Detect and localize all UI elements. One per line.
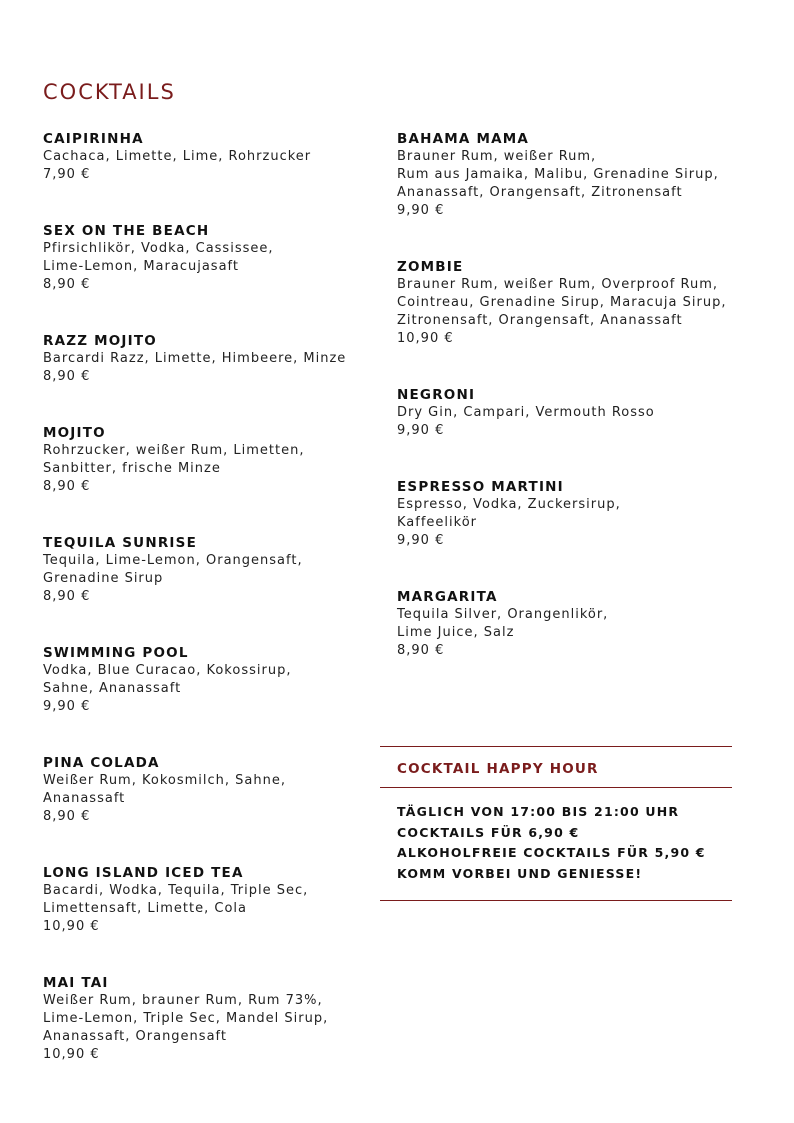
menu-item-price: 8,90 € [43, 277, 91, 292]
menu-item-ingredients: Ananassaft, Orangensaft, Zitronensaft [397, 185, 683, 200]
menu-item-price: 9,90 € [397, 203, 445, 218]
menu-item-ingredients: Lime-Lemon, Maracujasaft [43, 259, 239, 274]
menu-item-ingredients: Espresso, Vodka, Zuckersirup, [397, 497, 621, 512]
menu-item-ingredients: Tequila Silver, Orangenlikör, [397, 607, 609, 622]
menu-item-ingredients: Lime Juice, Salz [397, 625, 515, 640]
menu-item [43, 534, 373, 606]
menu-item-ingredients: Cointreau, Grenadine Sirup, Maracuja Sirup, [397, 295, 727, 310]
menu-item-name: MOJITO [43, 425, 106, 441]
happy-hour-body [380, 788, 732, 900]
menu-item [397, 588, 757, 660]
menu-item [43, 974, 373, 1064]
menu-item [397, 478, 757, 550]
menu-item-price: 8,90 € [43, 809, 91, 824]
menu-item [43, 222, 373, 294]
menu-item-price: 10,90 € [43, 919, 100, 934]
menu-item-ingredients: Zitronensaft, Orangensaft, Ananassaft [397, 313, 683, 328]
menu-item-price: 9,90 € [397, 533, 445, 548]
menu-item-price: 8,90 € [397, 643, 445, 658]
menu-item-price: 9,90 € [43, 699, 91, 714]
happy-hour-line: TÄGLICH VON 17:00 BIS 21:00 UHR [397, 804, 680, 819]
page-title: COCKTAILS [43, 80, 176, 104]
menu-item-name: PINA COLADA [43, 755, 160, 771]
menu-item-ingredients: Barcardi Razz, Limette, Himbeere, Minze [43, 351, 347, 366]
menu-item-price: 10,90 € [397, 331, 454, 346]
menu-item-ingredients: Kaffeelikör [397, 515, 477, 530]
menu-item-ingredients: Rum aus Jamaika, Malibu, Grenadine Sirup, [397, 167, 719, 182]
menu-item-name: SWIMMING POOL [43, 645, 189, 661]
menu-item-price: 8,90 € [43, 589, 91, 604]
menu-item-ingredients: Grenadine Sirup [43, 571, 164, 586]
menu-item-ingredients: Sanbitter, frische Minze [43, 461, 221, 476]
menu-item-name: ESPRESSO MARTINI [397, 479, 564, 495]
menu-item-ingredients: Ananassaft, Orangensaft [43, 1029, 227, 1044]
menu-item-name: SEX ON THE BEACH [43, 223, 210, 239]
menu-item-price: 8,90 € [43, 479, 91, 494]
menu-item-name: CAIPIRINHA [43, 131, 144, 147]
left-menu-column [43, 130, 373, 1064]
menu-item [43, 130, 373, 184]
menu-item [397, 130, 757, 220]
happy-hour-line: COCKTAILS FÜR 6,90 € [397, 824, 580, 840]
menu-item-name: ZOMBIE [397, 259, 464, 275]
menu-item-ingredients: Bacardi, Wodka, Tequila, Triple Sec, [43, 883, 309, 898]
menu-item-ingredients: Dry Gin, Campari, Vermouth Rosso [397, 405, 655, 420]
menu-item-price: 8,90 € [43, 369, 91, 384]
menu-item-price: 9,90 € [397, 423, 445, 438]
menu-item-name: RAZZ MOJITO [43, 333, 157, 349]
right-menu-column [397, 130, 757, 660]
menu-item [397, 258, 757, 348]
menu-item-name: LONG ISLAND ICED TEA [43, 865, 244, 881]
menu-item-ingredients: Brauner Rum, weißer Rum, [397, 149, 597, 164]
menu-item [43, 864, 373, 936]
menu-item-name: MAI TAI [43, 975, 109, 991]
menu-item-name: TEQUILA SUNRISE [43, 535, 197, 551]
menu-item-price: 7,90 € [43, 167, 91, 182]
happy-hour-line: ALKOHOLFREIE COCKTAILS FÜR 5,90 € [397, 845, 706, 860]
menu-item-ingredients: Pfirsichlikör, Vodka, Cassissee, [43, 241, 274, 256]
menu-item-name: MARGARITA [397, 589, 498, 605]
menu-item [397, 386, 757, 440]
menu-item-ingredients: Limettensaft, Limette, Cola [43, 901, 247, 916]
happy-hour-line: KOMM VORBEI UND GENIESSE! [397, 865, 643, 881]
menu-item [43, 754, 373, 826]
happy-hour-box [380, 746, 732, 901]
menu-item [43, 644, 373, 716]
menu-item-ingredients: Sahne, Ananassaft [43, 681, 182, 696]
menu-item [43, 424, 373, 496]
menu-item-ingredients: Ananassaft [43, 791, 126, 806]
menu-item-ingredients: Weißer Rum, brauner Rum, Rum 73%, [43, 993, 323, 1008]
menu-item-price: 10,90 € [43, 1047, 100, 1062]
menu-item-ingredients: Tequila, Lime-Lemon, Orangensaft, [43, 553, 303, 568]
menu-item-ingredients: Cachaca, Limette, Lime, Rohrzucker [43, 149, 312, 164]
menu-item-ingredients: Brauner Rum, weißer Rum, Overproof Rum, [397, 277, 719, 292]
menu-item-name: NEGRONI [397, 387, 476, 403]
menu-item-ingredients: Weißer Rum, Kokosmilch, Sahne, [43, 773, 286, 788]
menu-item-ingredients: Rohrzucker, weißer Rum, Limetten, [43, 443, 305, 458]
menu-item-ingredients: Lime-Lemon, Triple Sec, Mandel Sirup, [43, 1011, 329, 1026]
menu-item [43, 332, 373, 386]
happy-hour-bottom-rule [380, 900, 732, 901]
menu-item-name: BAHAMA MAMA [397, 131, 530, 147]
menu-item-ingredients: Vodka, Blue Curacao, Kokossirup, [43, 663, 292, 678]
happy-hour-title: COCKTAIL HAPPY HOUR [397, 761, 599, 777]
